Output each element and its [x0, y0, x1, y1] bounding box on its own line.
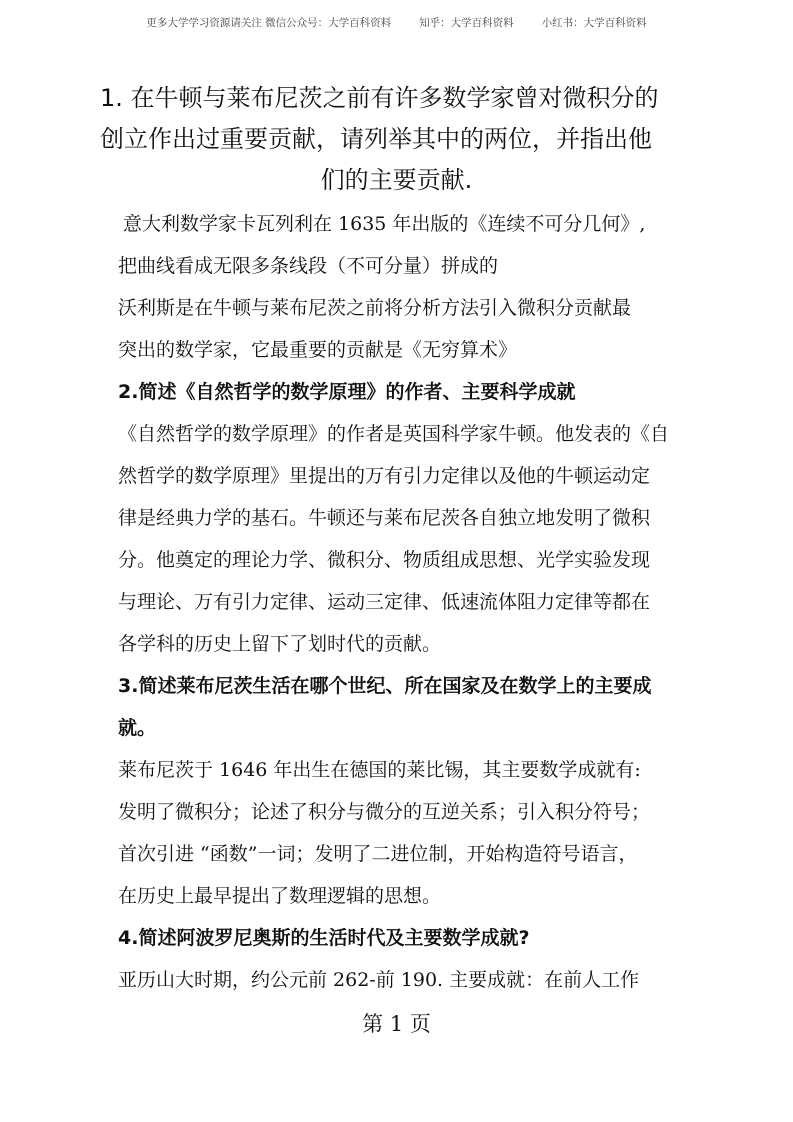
answer-line: 律是经典力学的基石。牛顿还与莱布尼茨各自独立地发明了微积 — [118, 507, 651, 529]
answer-line: 发明了微积分；论述了积分与微分的互逆关系；引入积分符号； — [118, 801, 651, 823]
answer-line: 《自然哲学的数学原理》的作者是英国科学家牛顿。他发表的《自 — [118, 423, 670, 445]
answer-line: 意大利数学家卡瓦列利在 1635 年出版的《连续不可分几何》, — [123, 213, 646, 235]
answer-line: 首次引进 “函数”一词；发明了二进位制，开始构造符号语言， — [118, 843, 638, 865]
question-2-heading: 2.简述《自然哲学的数学原理》的作者、主要科学成就 — [118, 381, 576, 403]
question-1-title — [100, 78, 693, 201]
header-zhihu: 知乎：大学百科资料 — [419, 17, 514, 29]
question-3-heading: 3.简述莱布尼茨生活在哪个世纪、所在国家及在数学上的主要成 — [118, 675, 652, 697]
page-header — [0, 15, 793, 30]
answer-line: 沃利斯是在牛顿与莱布尼茨之前将分析方法引入微积分贡献最 — [118, 297, 632, 319]
title-line: 们的主要贡献. — [320, 166, 473, 194]
answer-line: 然哲学的数学原理》里提出的万有引力定律以及他的牛顿运动定 — [118, 465, 651, 487]
header-wechat: 更多大学学习资源请关注 微信公众号：大学百科资料 — [146, 17, 392, 29]
answer-line: 突出的数学家，它最重要的贡献是《无穷算术》 — [118, 339, 518, 361]
answer-line: 亚历山大时期，约公元前 262-前 190. 主要成就：在前人工作 — [118, 969, 640, 991]
header-xiaohongshu: 小红书：大学百科资料 — [541, 17, 647, 29]
page-number: 第 1 页 — [362, 1012, 431, 1036]
answer-line: 各学科的历史上留下了划时代的贡献。 — [118, 633, 442, 655]
document-body — [118, 203, 684, 1001]
answer-line: 分。他奠定的理论力学、微积分、物质组成思想、光学实验发现 — [118, 549, 651, 571]
answer-line: 在历史上最早提出了数理逻辑的思想。 — [118, 885, 442, 907]
answer-line: 莱布尼茨于 1646 年出生在德国的莱比锡，其主要数学成就有: — [118, 759, 641, 781]
question-3-heading-cont: 就。 — [118, 717, 157, 739]
answer-line: 把曲线看成无限多条线段（不可分量）拼成的 — [118, 255, 499, 277]
question-4-heading: 4.简述阿波罗尼奥斯的生活时代及主要数学成就? — [118, 927, 530, 949]
title-line: 创立作出过重要贡献，请列举其中的两位，并指出他 — [100, 125, 652, 153]
answer-line: 与理论、万有引力定律、运动三定律、低速流体阻力定律等都在 — [118, 591, 651, 613]
title-line: 1. 在牛顿与莱布尼茨之前有许多数学家曾对微积分的 — [100, 84, 659, 112]
